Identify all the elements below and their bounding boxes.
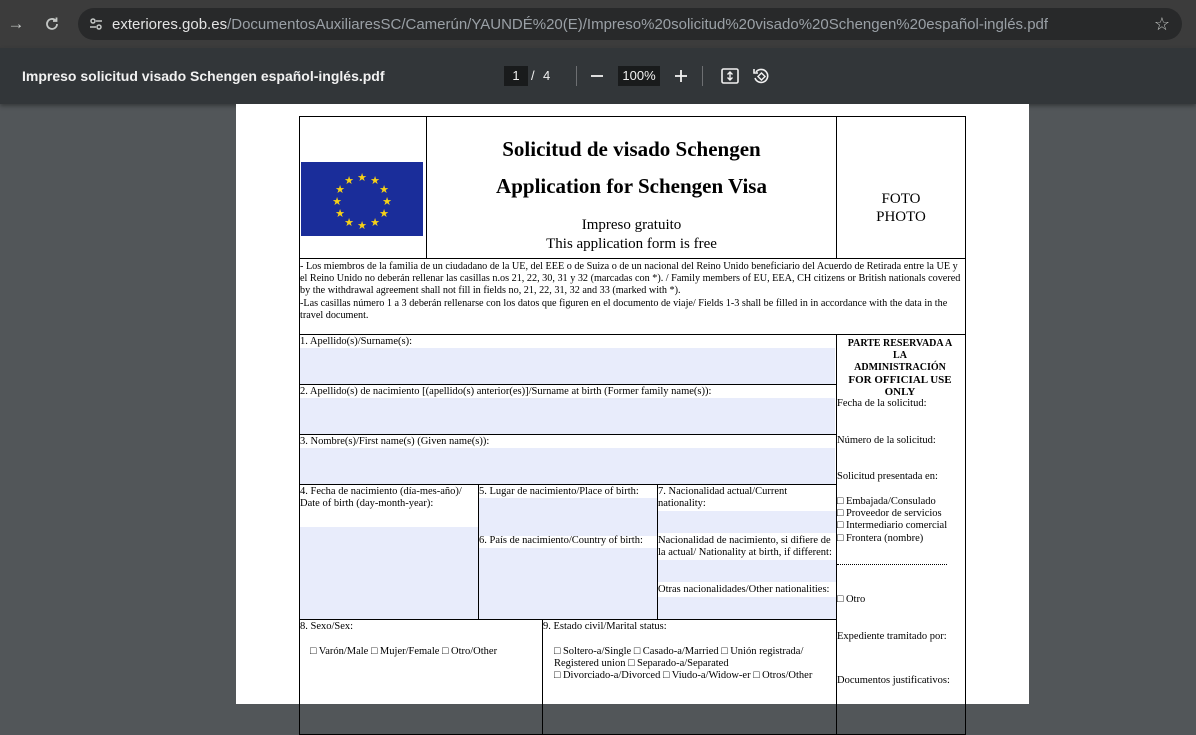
- form-body: [299, 335, 966, 735]
- field-label: 3. Nombre(s)/First name(s) (Given name(s)):: [300, 436, 490, 447]
- field-place-country-birth: [479, 485, 658, 619]
- forward-icon[interactable]: →: [7, 14, 25, 33]
- svg-text:★: ★: [370, 175, 380, 187]
- field-label: 5. Lugar de nacimiento/Place of birth:: [479, 486, 639, 497]
- applicant-fields: [300, 335, 837, 735]
- photo-label-en: PHOTO: [876, 209, 926, 225]
- marital-options-1[interactable]: □ Soltero-a/Single □ Casado-a/Married □ Unión registrada/: [554, 646, 804, 657]
- page-number-input[interactable]: 1: [504, 66, 528, 86]
- nationality-at-birth-input[interactable]: [658, 560, 836, 582]
- field-label: 7. Nacionalidad actual/Current: [658, 486, 788, 497]
- svg-text:★: ★: [335, 208, 345, 220]
- fit-page-icon[interactable]: [716, 62, 744, 90]
- pdf-page: [236, 104, 1029, 704]
- marital-options-2[interactable]: Registered union □ Separado-a/Separated: [554, 658, 729, 669]
- svg-text:★: ★: [357, 220, 367, 232]
- photo-label-es: FOTO: [881, 191, 921, 207]
- reload-icon[interactable]: [39, 11, 65, 37]
- first-name-input[interactable]: [300, 448, 835, 484]
- svg-text:★: ★: [332, 196, 342, 208]
- official-header-line: ONLY: [884, 386, 916, 398]
- field-label: nationality:: [658, 498, 706, 509]
- official-header-line: PARTE RESERVADA A LA: [847, 338, 953, 361]
- field-row-sex-marital: [300, 620, 836, 735]
- browser-toolbar: [0, 0, 1196, 48]
- field-label: 2. Apellido(s) de nacimiento [(apellido(s) anterior(es)]/Surname at birth (Former family name(s)):: [300, 386, 712, 397]
- field-surname-at-birth: [300, 385, 836, 435]
- zoom-out-icon[interactable]: [583, 62, 611, 90]
- official-header-line: ADMINISTRACIÓN: [854, 362, 946, 373]
- bookmark-star-icon[interactable]: ☆: [1153, 14, 1170, 34]
- page-separator: /: [531, 68, 535, 83]
- url-text: exteriores.gob.es/DocumentosAuxiliaresSC/Camerún/YAUNDÉ%20(E)/Impreso%20solicitud%20visado%20Schengen%20español-inglés.pdf: [112, 15, 1049, 33]
- field-first-name: [300, 435, 836, 485]
- field-label: 6. País de nacimiento/Country of birth:: [479, 535, 643, 546]
- field-label: 9. Estado civil/Marital status:: [543, 621, 667, 632]
- field-label: 8. Sexo/Sex:: [300, 621, 354, 632]
- svg-text:★: ★: [344, 175, 354, 187]
- date-of-birth-input[interactable]: [300, 527, 478, 619]
- visa-form: [299, 116, 966, 735]
- field-label: la actual/ Nationality at birth, if different:: [658, 547, 832, 558]
- toolbar-divider: [576, 66, 577, 86]
- svg-text:★: ★: [357, 172, 367, 184]
- nationality-input[interactable]: [658, 511, 836, 533]
- svg-text:★: ★: [344, 217, 354, 229]
- field-marital-status: [543, 620, 836, 735]
- surname-at-birth-input[interactable]: [300, 398, 835, 434]
- field-row-birth: [300, 485, 836, 620]
- free-form-en: This application form is free: [546, 236, 717, 252]
- country-of-birth-input[interactable]: [479, 548, 657, 619]
- official-option: □ Proveedor de servicios: [837, 508, 942, 519]
- form-title-cell: [427, 117, 837, 258]
- eu-flag-icon: [301, 162, 423, 236]
- field-label: Date of birth (day-month-year):: [300, 498, 434, 509]
- free-form-es: Impreso gratuito: [581, 217, 682, 233]
- official-option-other: □ Otro: [837, 594, 866, 605]
- official-submitted-label: Solicitud presentada en:: [837, 471, 938, 482]
- instruction-note-2: -Las casillas número 1 a 3 deberán rellenarse con los datos que figuren en el documento de viaje/ Fields 1-3 shall be filled in in accordance with the data in the travel document.: [300, 297, 948, 321]
- sex-options[interactable]: □ Varón/Male □ Mujer/Female □ Otro/Other: [310, 646, 498, 657]
- zoom-in-icon[interactable]: [667, 62, 695, 90]
- other-nationalities-input[interactable]: [658, 597, 836, 619]
- instructions: [299, 259, 966, 335]
- dotted-line: [837, 564, 947, 565]
- official-date-label: Fecha de la solicitud:: [837, 398, 927, 409]
- svg-text:★: ★: [382, 196, 392, 208]
- zoom-level-input[interactable]: 100%: [618, 66, 660, 86]
- site-settings-icon[interactable]: [80, 8, 112, 40]
- official-header-line: FOR OFFICIAL USE: [848, 374, 952, 386]
- official-use-panel: [837, 335, 965, 735]
- marital-options-3[interactable]: □ Divorciado-a/Divorced □ Viudo-a/Widow-er □ Otros/Other: [554, 670, 813, 681]
- official-use-header: [841, 338, 959, 398]
- svg-text:★: ★: [335, 184, 345, 196]
- field-nationality: [658, 485, 836, 619]
- place-of-birth-input[interactable]: [479, 498, 657, 536]
- field-label: Nacionalidad de nacimiento, si difiere de: [658, 535, 831, 546]
- official-number-label: Número de la solicitud:: [837, 435, 936, 446]
- document-title: Impreso solicitud visado Schengen español-inglés.pdf: [22, 68, 385, 84]
- official-option: □ Intermediario comercial: [837, 520, 948, 531]
- svg-text:★: ★: [370, 217, 380, 229]
- svg-text:★: ★: [379, 208, 389, 220]
- address-bar[interactable]: [78, 8, 1182, 40]
- photo-box: [837, 117, 965, 258]
- instruction-note-1: - Los miembros de la familia de un ciudadano de la UE, del EEE o de Suiza o de un nacional del Reino Unido beneficiario del Acuerdo de Retirada entre la UE y el Reino Unido no deberán rellenar las casillas n.os 21, 22, 30, 31 y 32 (marcadas con *). / Family members of EU, EEA, CH citizens or British nationals covered by the withdrawal agreement shall not fill in fields no, 21, 22, 31, 32 and 33 (marked with *).: [300, 261, 961, 297]
- official-docs-label: Documentos justificativos:: [837, 675, 950, 686]
- field-label: Otras nacionalidades/Other nationalities:: [658, 584, 830, 595]
- official-option: □ Embajada/Consulado: [837, 496, 936, 507]
- field-surname: [300, 335, 836, 385]
- flag-cell: [300, 117, 427, 258]
- form-title-en: Application for Schengen Visa: [496, 174, 767, 198]
- field-label: 4. Fecha de nacimiento (día-mes-año)/: [300, 486, 462, 497]
- official-handled-label: Expediente tramitado por:: [837, 631, 947, 642]
- field-sex: [300, 620, 543, 735]
- toolbar-divider: [702, 66, 703, 86]
- field-date-of-birth: [300, 485, 479, 619]
- page-total: 4: [543, 68, 551, 83]
- surname-input[interactable]: [300, 348, 835, 384]
- form-header: [299, 116, 966, 259]
- form-title-es: Solicitud de visado Schengen: [502, 137, 761, 161]
- rotate-icon[interactable]: [747, 62, 775, 90]
- pdf-toolbar: [0, 48, 1196, 104]
- official-option: □ Frontera (nombre): [837, 533, 924, 544]
- svg-text:★: ★: [379, 184, 389, 196]
- field-label: 1. Apellido(s)/Surname(s):: [300, 336, 412, 347]
